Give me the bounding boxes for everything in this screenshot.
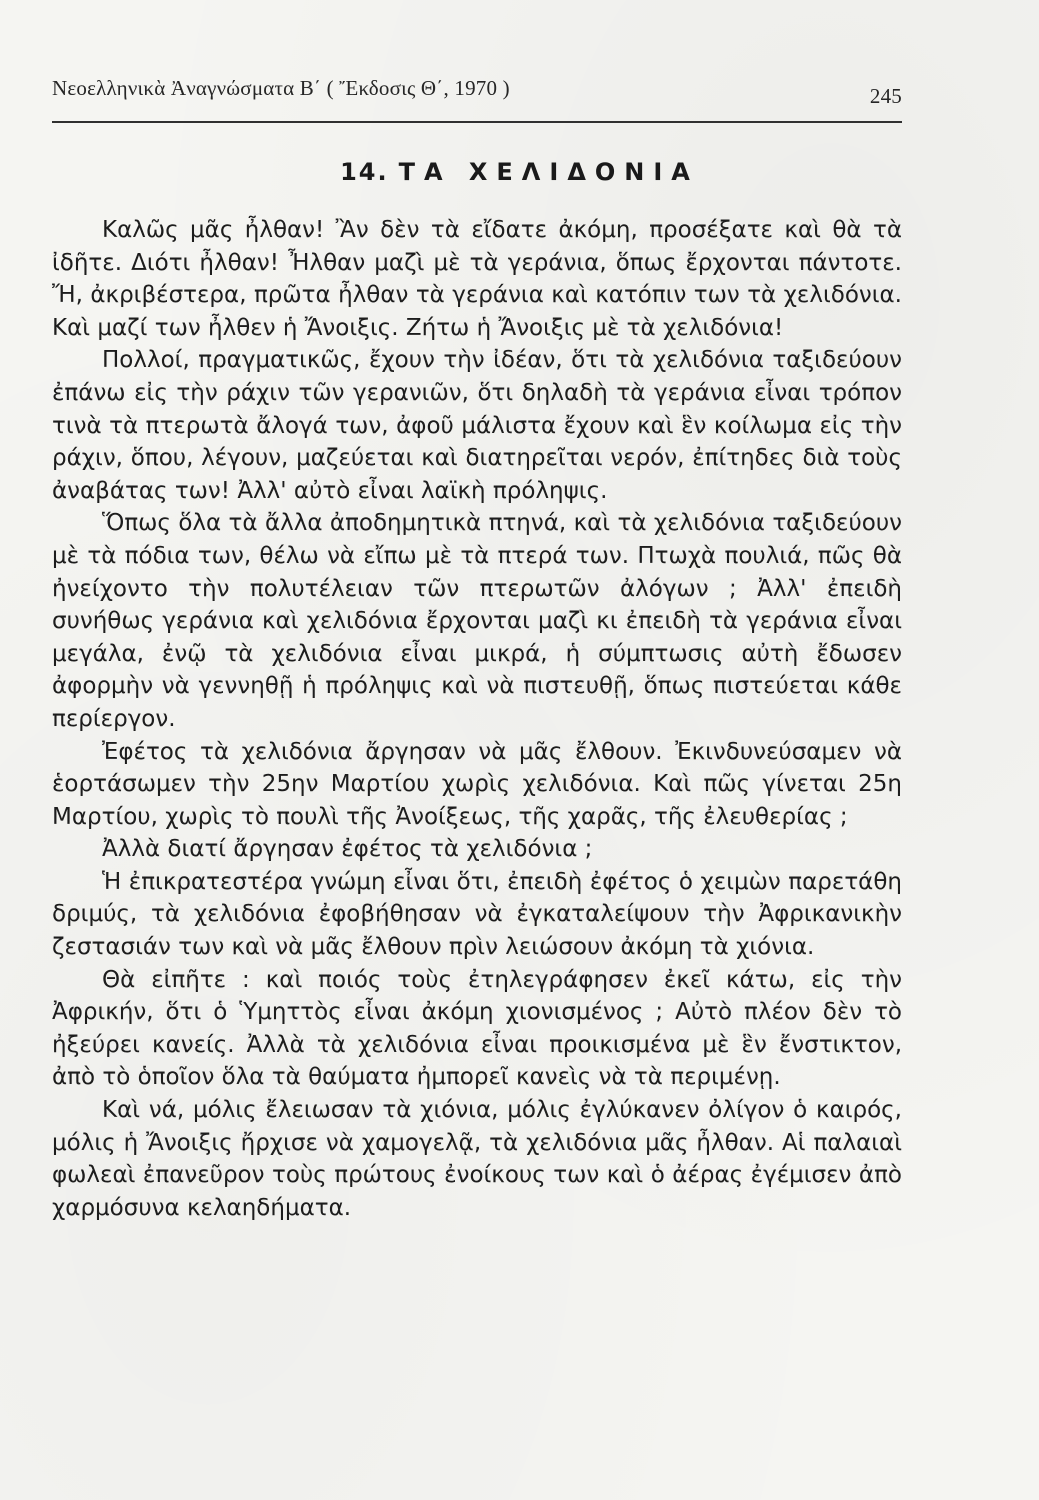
paragraph: Θὰ εἰπῆτε : καὶ ποιός τοὺς ἐτηλεγράφησεν ἐκεῖ κάτω, εἰς τὴν Ἀφρικήν, ὅτι ὁ Ὑμηττὸς εἶναι ἀκόμη χιονισμένος ; Αὐτὸ πλέον δὲν τὸ ἠξεύρει κανείς. Ἀλλὰ τὰ χελιδόνια εἶναι προικισμένα μὲ ἓν ἔνστικτον, ἀπὸ τὸ ὁποῖον ὅλα τὰ θαύματα ἠμπορεῖ κανεὶς νὰ τὰ περιμένῃ. <box>52 966 902 1091</box>
chapter-number: 14. <box>340 158 389 186</box>
header-rule <box>52 121 902 123</box>
paragraph: Ὅπως ὅλα τὰ ἄλλα ἀποδημητικὰ πτηνά, καὶ τὰ χελιδόνια ταξιδεύουν μὲ τὰ πόδια των, θέλω νὰ εἴπω μὲ τὰ πτερά των. Πτωχὰ πουλιά, πῶς θὰ ἠνείχοντο τὴν πολυτέλειαν τῶν πτερωτῶν ἀλόγων ; Ἀλλ' ἐπειδὴ συνήθως γεράνια καὶ χελιδόνια ἔρχονται μαζὶ κι ἐπειδὴ τὰ γεράνια εἶναι μεγάλα, ἐνῷ τὰ χελιδόνια εἶναι μικρά, ἡ σύμπτωσις αὐτὴ ἔδωσεν ἀφορμὴν νὰ γεννηθῇ ἡ πρόληψις καὶ νὰ πιστευθῇ, ὅπως πιστεύεται κάθε περίεργον. <box>52 510 902 732</box>
page-number: 245 <box>869 84 902 108</box>
body-text <box>52 214 902 1224</box>
chapter-title: ΤΑ ΧΕΛΙΔΟΝΙΑ <box>398 158 699 186</box>
paragraph: Καλῶς μᾶς ἦλθαν! Ἂν δὲν τὰ εἴδατε ἀκόμη, προσέξατε καὶ θὰ τὰ ἰδῆτε. Διότι ἦλθαν! Ἦλθαν μαζὶ μὲ τὰ γεράνια, ὅπως ἔρχονται πάντοτε. Ἤ, ἀκριβέστερα, πρῶτα ἦλθαν τὰ γεράνια καὶ κατόπιν των τὰ χελιδόνια. Καὶ μαζί των ἦλθεν ἡ Ἄνοιξις. Ζήτω ἡ Ἄνοιξις μὲ τὰ χελιδόνια! <box>52 217 902 341</box>
running-header <box>52 76 902 106</box>
paragraph: Ἐφέτος τὰ χελιδόνια ἄργησαν νὰ μᾶς ἔλθουν. Ἐκινδυνεύσαμεν νὰ ἑορτάσωμεν τὴν 25ην Μαρτίου χωρὶς χελιδόνια. Καὶ πῶς γίνεται 25η Μαρτίου, χωρὶς τὸ πουλὶ τῆς Ἀνοίξεως, τῆς χαρᾶς, τῆς ἐλευθερίας ; <box>52 738 902 830</box>
paragraph: Καὶ νά, μόλις ἔλειωσαν τὰ χιόνια, μόλις ἐγλύκανεν ὀλίγον ὁ καιρός, μόλις ἡ Ἄνοιξις ἤρχισε νὰ χαμογελᾷ, τὰ χελιδόνια μᾶς ἦλθαν. Αἱ παλαιαὶ φωλεαὶ ἐπανεῦρον τοὺς πρώτους ἐνοίκους των καὶ ὁ ἀέρας ἐγέμισεν ἀπὸ χαρμόσυνα κελαηδήματα. <box>52 1097 902 1221</box>
publication-info: Νεοελληνικὰ Ἀναγνώσματα Β΄ ( Ἔκδοσις Θ΄, 1970 ) <box>52 76 510 100</box>
paragraph: Πολλοί, πραγματικῶς, ἔχουν τὴν ἰδέαν, ὅτι τὰ χελιδόνια ταξιδεύουν ἐπάνω εἰς τὴν ράχιν τῶν γερανιῶν, ὅτι δηλαδὴ τὰ γεράνια εἶναι τρόπον τινὰ τὰ πτερωτὰ ἄλογά των, ἀφοῦ μάλιστα ἔχουν καὶ ἓν κοίλωμα εἰς τὴν ράχιν, ὅπου, λέγουν, μαζεύεται καὶ διατηρεῖται νερόν, ἐπίτηδες διὰ τοὺς ἀναβάτας των! Ἀλλ' αὐτὸ εἶναι λαϊκὴ πρόληψις. <box>52 347 902 504</box>
paragraph: Ἀλλὰ διατί ἄργησαν ἐφέτος τὰ χελιδόνια ; <box>102 836 593 863</box>
chapter-heading <box>0 158 1039 186</box>
paragraph: Ἡ ἐπικρατεστέρα γνώμη εἶναι ὅτι, ἐπειδὴ ἐφέτος ὁ χειμὼν παρετάθη δριμύς, τὰ χελιδόνια ἐφοβήθησαν νὰ ἐγκαταλείψουν τὴν Ἀφρικανικὴν ζεστασιάν των καὶ νὰ μᾶς ἔλθουν πρὶν λειώσουν ἀκόμη τὰ χιόνια. <box>52 868 902 961</box>
